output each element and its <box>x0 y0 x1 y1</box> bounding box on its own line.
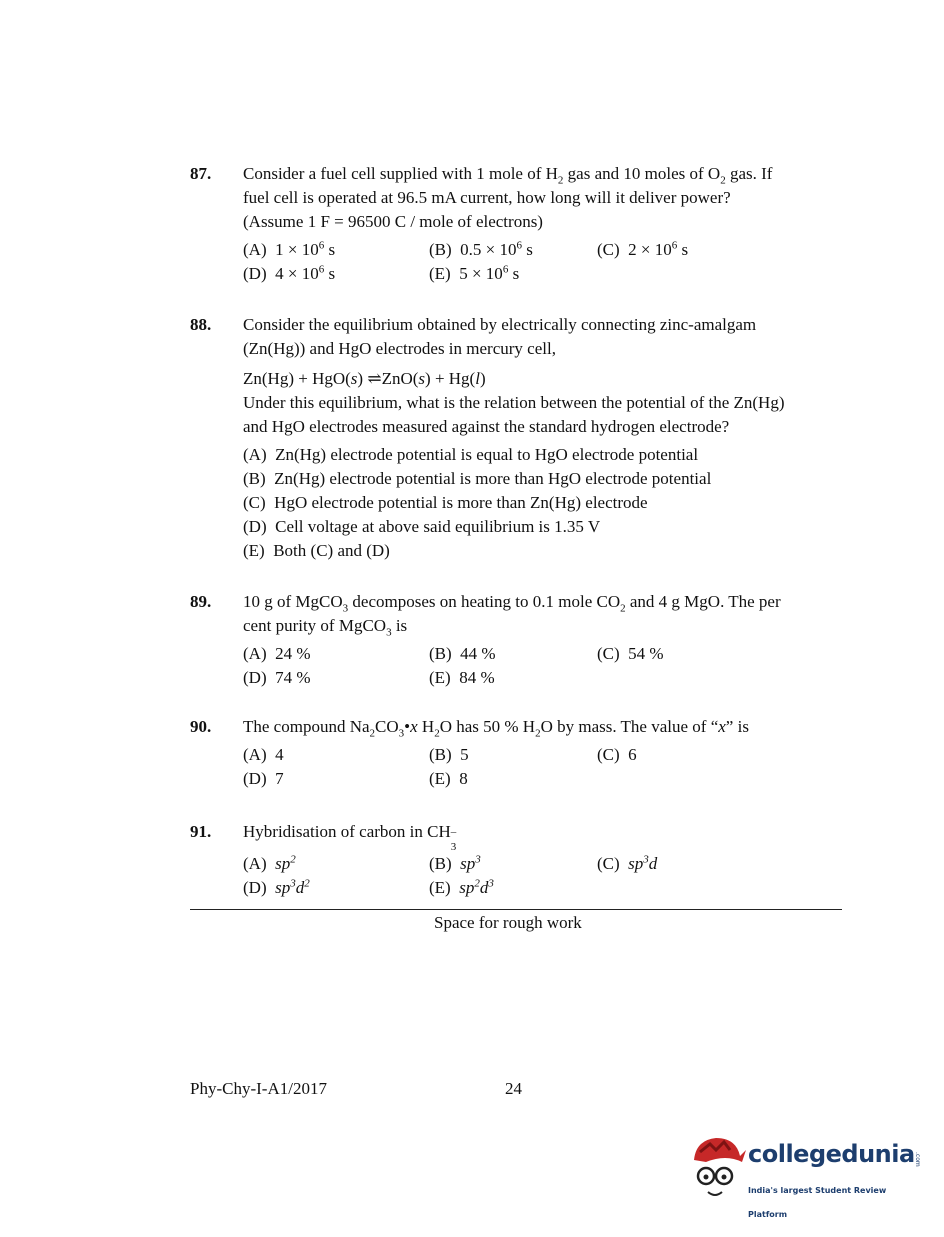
page-number: 24 <box>505 1079 522 1098</box>
option-a: (A) 24 % <box>243 644 311 663</box>
option-d: (D) Cell voltage at above said equilibrium is 1.35 V <box>243 517 601 536</box>
option-b: (B) $0.5 \times 10^6$ s <box>429 239 533 259</box>
paper-code: Phy-Chy-I-A1/2017 <box>190 1079 327 1098</box>
option-c: (C) 54 % <box>597 644 664 663</box>
option-e: (E) Both (C) and (D) <box>243 541 390 560</box>
options <box>243 443 850 563</box>
option-d: (D) 7 <box>243 769 284 788</box>
option-d: (D) $4 \times 10^6$ s <box>243 263 336 283</box>
question-number: 90. <box>190 717 212 736</box>
option-a: (A) 4 <box>243 745 284 764</box>
rough-work-label: Space for rough work <box>434 913 582 932</box>
question-text: Consider a fuel cell supplied with 1 mole of $H_2$ gas and 10 moles of $O_2$ gas. If fuel cell is operated at 96.5 mA current, how long will it deliver power? (Assume 1 F = 96500 C / mole of electrons) <box>243 164 773 231</box>
divider-line <box>190 909 842 910</box>
question-number: 87. <box>190 164 212 183</box>
option-a: (A) $sp^2$ <box>243 853 296 873</box>
question-number: 89. <box>190 592 212 611</box>
question-90 <box>190 715 850 791</box>
options <box>243 743 850 791</box>
logo-suffix: .com <box>914 1152 921 1167</box>
option-d: (D) $sp^3d^2$ <box>243 877 310 897</box>
logo-tagline: India's largest Student Review Platform <box>748 1186 887 1219</box>
question-text: Consider the equilibrium obtained by electrically connecting zinc-amalgam (Zn(Hg)) and HgO electrodes in mercury cell, Zn(Hg) + HgO(s) ⇌ZnO(s) + Hg(l) Under this equilibrium, what is the relation between the potential of the Zn(Hg) and HgO electrodes measured against the standard hydrogen electrode? <box>243 313 843 439</box>
option-e: (E) $sp^2d^3$ <box>429 877 494 897</box>
options <box>243 642 850 690</box>
option-b: (B) 5 <box>429 745 469 764</box>
question-91 <box>190 820 850 900</box>
question-87 <box>190 162 850 286</box>
option-a: (A) Zn(Hg) electrode potential is equal to HgO electrode potential <box>243 445 699 464</box>
option-c: (C) 6 <box>597 745 637 764</box>
options <box>243 238 850 286</box>
question-text: Hybridisation of carbon in CH – 3 <box>243 822 457 853</box>
option-d: (D) 74 % <box>243 668 311 687</box>
option-b: (B) 44 % <box>429 644 496 663</box>
option-b: (B) Zn(Hg) electrode potential is more than HgO electrode potential <box>243 469 712 488</box>
option-e: (E) 84 % <box>429 668 495 687</box>
question-89 <box>190 590 850 690</box>
mascot-icon <box>686 1132 746 1202</box>
option-e: (E) $5 \times 10^6$ s <box>429 263 520 283</box>
question-text: 10 g of MgCO$_3$ decomposes on heating to 0.1 mole $CO_2$ and 4 g MgO. The per cent purity of MgCO$_3$ is <box>243 592 781 639</box>
option-e: (E) 8 <box>429 769 468 788</box>
question-number: 88. <box>190 315 212 334</box>
option-c: (C) $sp^3d$ <box>597 853 658 873</box>
reaction-equation: Zn(Hg) + HgO(s) ⇌ZnO(s) + Hg(l) <box>243 369 486 388</box>
collegedunia-logo <box>686 1132 921 1219</box>
question-number: 91. <box>190 822 212 841</box>
options <box>243 852 850 900</box>
option-c: (C) HgO electrode potential is more than Zn(Hg) electrode <box>243 493 648 512</box>
option-c: (C) $2 \times 10^6$ s <box>597 239 689 259</box>
question-text: The compound $Na_2CO_3•x$ $H_2O$ has 50 % $H_2O$ by mass. The value of “x” is <box>243 717 749 740</box>
option-b: (B) $sp^3$ <box>429 853 481 873</box>
question-88 <box>190 313 850 563</box>
option-a: (A) $1 \times 10^6$ s <box>243 239 336 259</box>
logo-wordmark: collegedunia <box>748 1140 915 1168</box>
